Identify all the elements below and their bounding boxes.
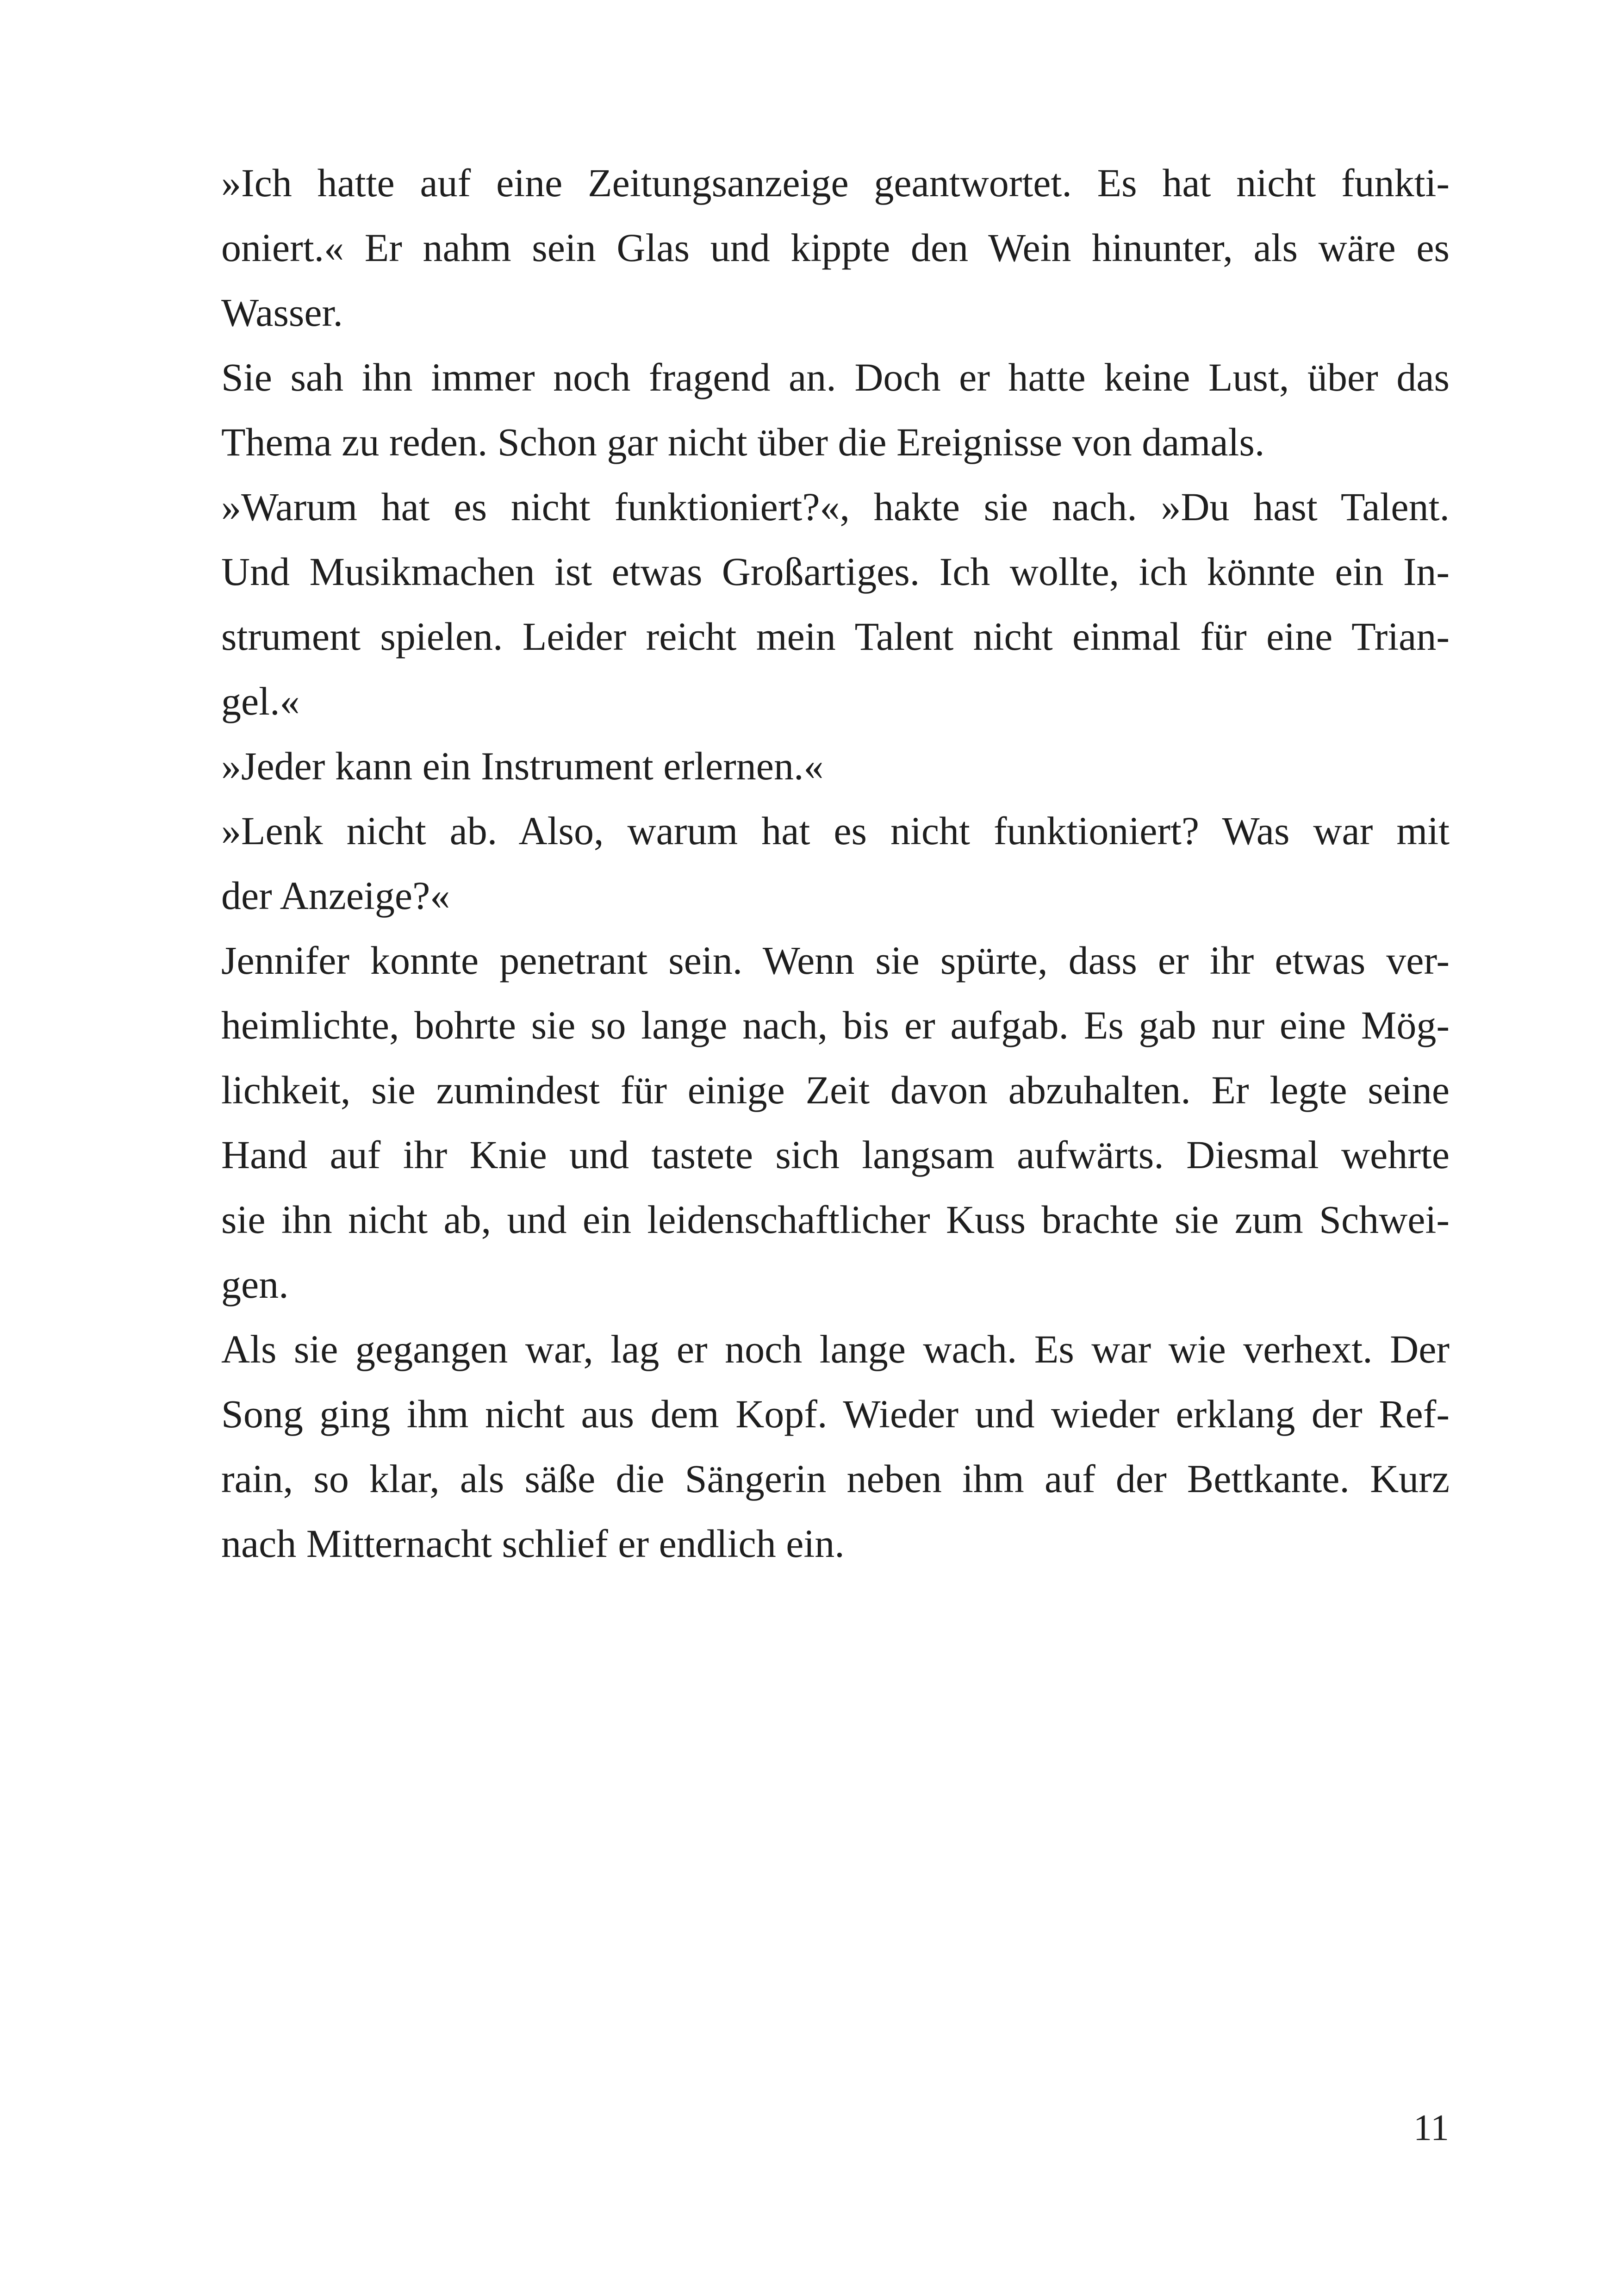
text-line: »Warum hat es nicht funktioniert?«, hakte sie nach. »Du hast Talent. [221, 485, 1450, 529]
paragraph [196, 1317, 1450, 1576]
text-line: lichkeit, sie zumindest für einige Zeit davon abzuhalten. Er legte seine [221, 1068, 1450, 1112]
text-line: »Lenk nicht ab. Also, warum hat es nicht funktioniert? Was war mit [221, 809, 1450, 853]
paragraph [196, 734, 1450, 798]
text-line: »Jeder kann ein Instrument erlernen.« [221, 744, 824, 788]
text-line: gel.« [221, 679, 300, 723]
body-text [196, 150, 1450, 1576]
text-line: Thema zu reden. Schon gar nicht über die Ereignisse von damals. [221, 420, 1265, 464]
paragraph [196, 474, 1450, 734]
paragraph [196, 928, 1450, 1317]
paragraph [196, 150, 1450, 345]
text-line: Sie sah ihn immer noch fragend an. Doch er hatte keine Lust, über das [221, 355, 1450, 399]
text-line: Als sie gegangen war, lag er noch lange wach. Es war wie verhext. Der [221, 1327, 1450, 1371]
text-line: Hand auf ihr Knie und tastete sich langsam aufwärts. Diesmal wehrte [221, 1132, 1450, 1177]
text-line: Und Musikmachen ist etwas Großartiges. Ich wollte, ich könnte ein In- [221, 549, 1450, 594]
text-line: gen. [221, 1262, 289, 1307]
text-line: oniert.« Er nahm sein Glas und kippte den Wein hinunter, als wäre es [221, 225, 1450, 270]
text-line: Wasser. [221, 290, 343, 335]
text-line: strument spielen. Leider reicht mein Talent nicht einmal für eine Trian- [221, 614, 1450, 659]
text-line: sie ihn nicht ab, und ein leidenschaftlicher Kuss brachte sie zum Schwei- [221, 1197, 1450, 1242]
text-line: rain, so klar, als säße die Sängerin neben ihm auf der Bettkante. Kurz [221, 1456, 1450, 1501]
text-line: heimlichte, bohrte sie so lange nach, bis er aufgab. Es gab nur eine Mög- [221, 1003, 1450, 1047]
page-number: 11 [1413, 2108, 1449, 2148]
paragraph [196, 798, 1450, 928]
paragraph [196, 345, 1450, 474]
text-line: Jennifer konnte penetrant sein. Wenn sie spürte, dass er ihr etwas ver- [221, 938, 1450, 983]
text-line: »Ich hatte auf eine Zeitungsanzeige geantwortet. Es hat nicht funkti- [221, 161, 1450, 205]
text-line: nach Mitternacht schlief er endlich ein. [221, 1521, 845, 1566]
text-line: Song ging ihm nicht aus dem Kopf. Wieder und wieder erklang der Ref- [221, 1392, 1450, 1436]
text-line: der Anzeige?« [221, 873, 450, 918]
